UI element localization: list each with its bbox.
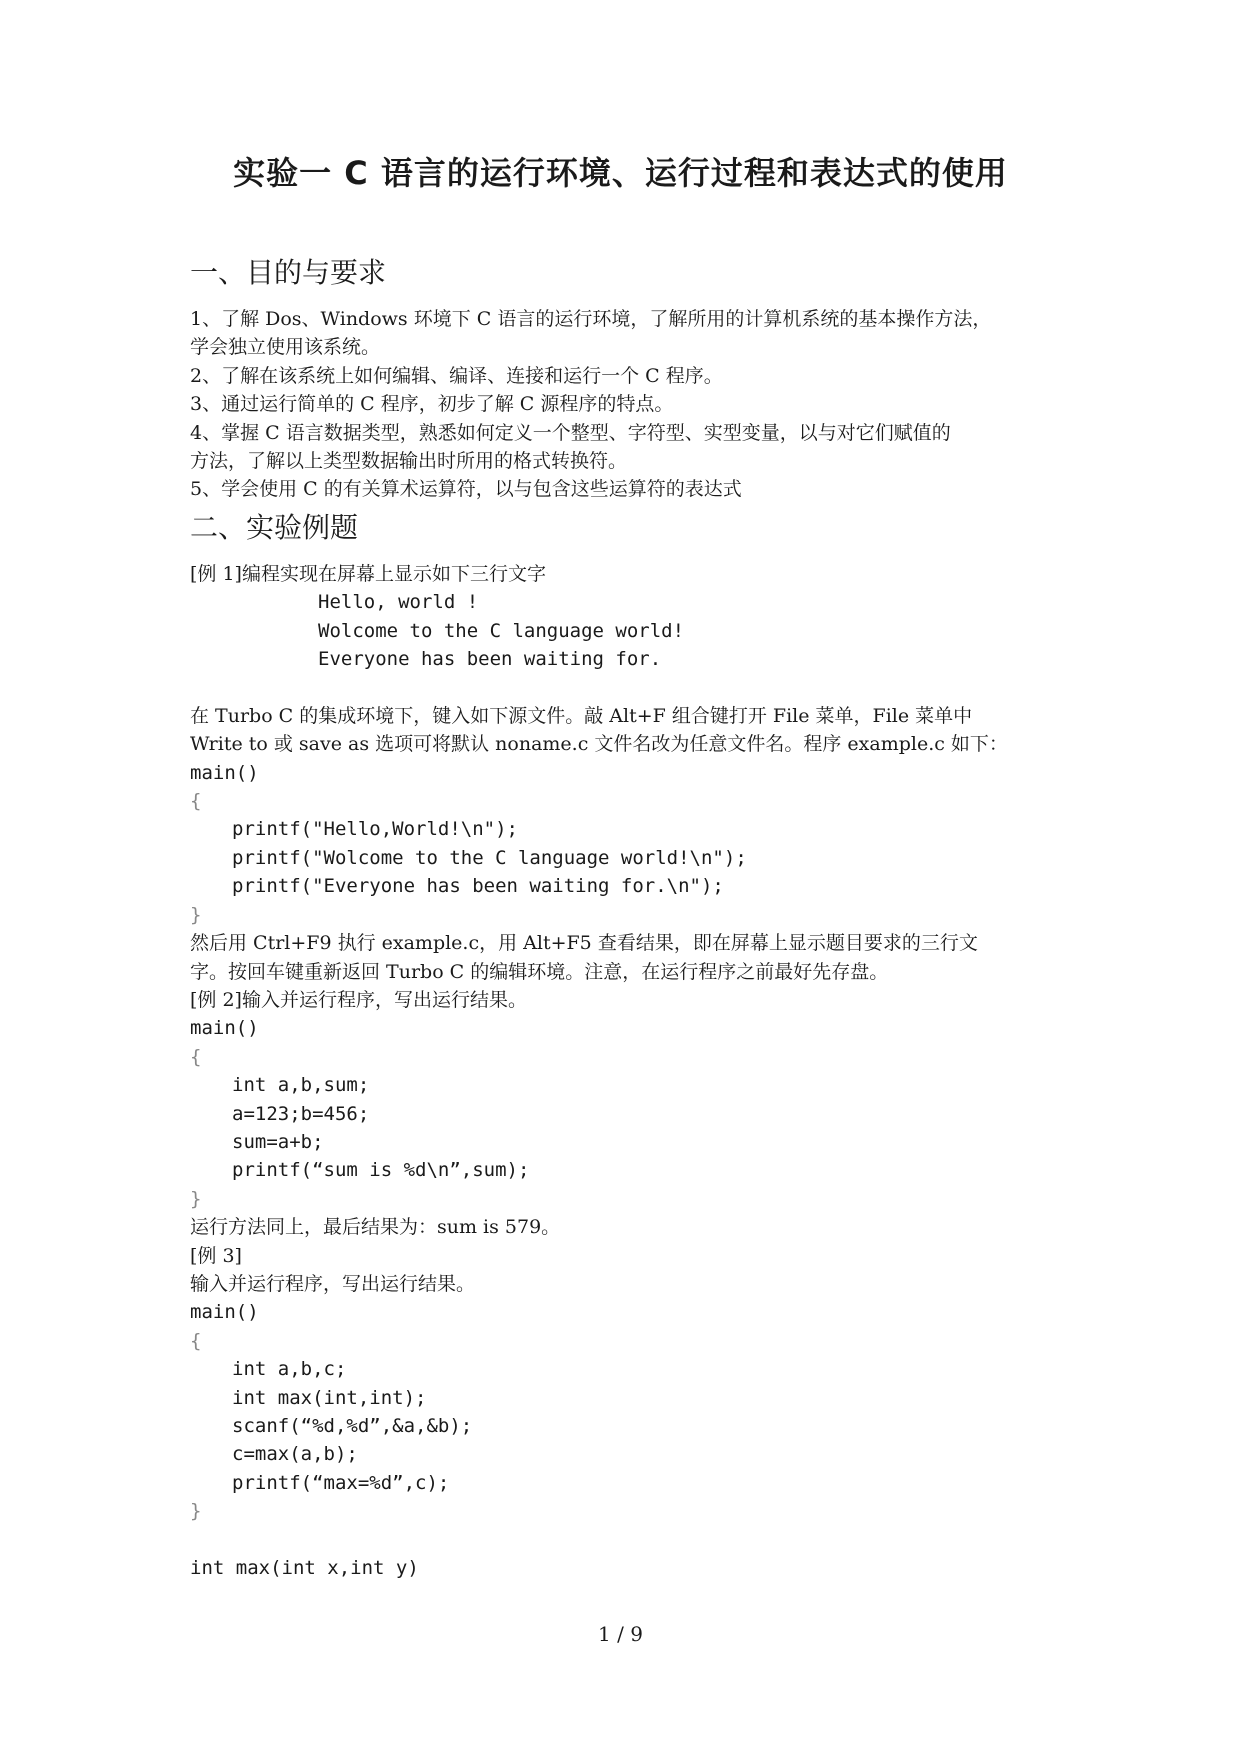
code-line: printf("Everyone has been waiting for.\n"); [232,875,724,898]
display-line: Hello, world ! [318,591,479,614]
code-brace-open: { [190,1045,202,1068]
objective-line: 方法，了解以上类型数据输出时所用的格式转换符。 [190,450,628,473]
code-main: main() [190,761,259,784]
code-line: printf("Wolcome to the C language world!\n"); [232,846,747,869]
code-brace-close: } [190,1187,202,1210]
example-2 [190,986,1070,1242]
code-brace-open: { [190,1329,202,1352]
objective-line: 3、通过运行简单的 C 程序，初步了解 C 源程序的特点。 [190,393,674,416]
code-line: int max(int x,int y) [190,1557,419,1580]
display-line: Everyone has been waiting for. [318,648,662,671]
example-3-label: [例 3] [190,1244,242,1267]
document-title: 实验一 C 语言的运行环境、运行过程和表达式的使用 [233,154,1008,192]
example-3 [190,1242,1070,1583]
example-1-label: [例 1]编程实现在屏幕上显示如下三行文字 [190,562,546,585]
section-heading-examples: 二、实验例题 [190,510,359,544]
code-line: scanf(“%d,%d”,&a,&b); [232,1415,473,1438]
code-line: sum=a+b; [232,1130,324,1153]
code-line: printf(“max=%d”,c); [232,1471,450,1494]
example-2-label: [例 2]输入并运行程序，写出运行结果。 [190,988,527,1011]
example-1-after-line: 字。按回车键重新返回 Turbo C 的编辑环境。注意，在运行程序之前最好先存盘。 [190,960,889,983]
code-line: printf(“sum is %d\n”,sum); [232,1159,530,1182]
page-number: 1 / 9 [598,1622,643,1646]
code-main: main() [190,1017,259,1040]
example-3-instruction: 输入并运行程序，写出运行结果。 [190,1272,476,1295]
code-line: a=123;b=456; [232,1102,370,1125]
code-line: c=max(a,b); [232,1443,358,1466]
example-1 [190,560,1070,986]
code-line: printf("Hello,World!\n"); [232,818,518,841]
code-brace-open: { [190,790,202,813]
example-1-after-line: 然后用 Ctrl+F9 执行 example.c，用 Alt+F5 查看结果，即在屏幕上显示题目要求的三行文 [190,932,978,955]
spacer [190,673,1070,701]
objective-line: 4、掌握 C 语言数据类型，熟悉如何定义一个整型、字符型、实型变量，以与对它们赋值的 [190,421,951,444]
code-line: int a,b,c; [232,1358,347,1381]
example-1-intro-line: 在 Turbo C 的集成环境下，键入如下源文件。敲 Alt+F 组合键打开 File 菜单，File 菜单中 [190,704,973,727]
section-heading-objectives: 一、目的与要求 [190,256,387,289]
objective-line: 5、学会使用 C 的有关算术运算符，以与包含这些运算符的表达式 [190,478,742,501]
display-line: Wolcome to the C language world! [318,619,685,642]
spacer [190,1526,1070,1554]
example-2-result: 运行方法同上，最后结果为：sum is 579。 [190,1216,561,1239]
objective-line: 1、了解 Dos、Windows 环境下 C 语言的运行环境，了解所用的计算机系统的基本操作方法， [190,308,992,330]
objectives-list [190,305,1070,504]
document-body [190,255,1070,1582]
objective-line: 学会独立使用该系统。 [190,336,381,359]
code-line: int a,b,sum; [232,1074,370,1097]
code-brace-close: } [190,903,202,926]
code-main: main() [190,1301,259,1324]
code-line: int max(int,int); [232,1386,427,1409]
example-1-intro-line: Write to 或 save as 选项可将默认 noname.c 文件名改为任意文件名。程序 example.c 如下： [190,733,1008,756]
code-brace-close: } [190,1500,202,1523]
objective-line: 2、了解在该系统上如何编辑、编译、连接和运行一个 C 程序。 [190,364,723,387]
